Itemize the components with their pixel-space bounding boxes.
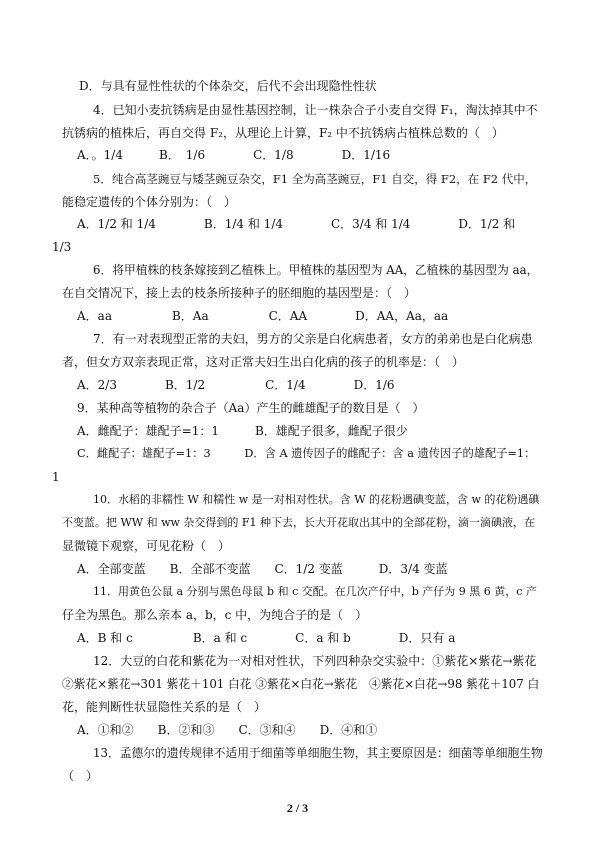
question-line: （ ）: [62, 769, 99, 783]
page-number: 2 / 3: [286, 801, 309, 815]
question-line: 不变蓝。把 WW 和 ww 杂交得到的 F1 种下去，长大开花取出其中的全部花粉，滴一滴碘液，在: [62, 516, 536, 529]
question-line: 5．纯合高茎豌豆与矮茎豌豆杂交，F1 全为高茎豌豆，F1 自交，得 F2，在 F2 代中，: [93, 172, 537, 186]
question-line: 仔全为黑色。那么亲本 a，b，c 中，为纯合子的是（ ）: [62, 608, 368, 622]
option-line: A．①和② B．②和③ C．③和④ D．④和①: [77, 723, 378, 737]
question-line: 花，能判断性状显隐性关系的是（ ）: [62, 700, 267, 714]
question-line: 12．大豆的白花和紫花为一对相对性状，下列四种杂交实验中：①紫花×紫花→紫花: [93, 654, 537, 668]
option-line: 1/3: [52, 240, 72, 254]
question-line: ②紫花×紫花→301 紫花＋101 白花 ③紫花×白花→紫花 ④紫花×白花→98 紫花＋107 白: [62, 677, 540, 691]
question-line: 者，但女方双亲表现正常，这对正常夫妇生出白化病的孩子的机率是：（ ）: [62, 355, 465, 369]
question-line: 显微镜下观察，可见花粉（ ）: [62, 539, 231, 553]
question-line: 10．水稻的非糯性 W 和糯性 w 是一对相对性状。含 W 的花粉遇碘变蓝，含 w 的花粉遇碘: [93, 493, 540, 506]
option-line: A．aa B．Aa C．AA D．AA，Aa，aa: [77, 309, 449, 323]
question-line: 4．已知小麦抗锈病是由显性基因控制，让一株杂合子小麦自交得 F₁，淘汰掉其中不: [93, 103, 538, 117]
question-line: 13．孟德尔的遗传规律不适用于细菌等单细胞生物，其主要原因是：细菌等单细胞生物: [93, 746, 543, 760]
question-line: 9．某种高等植物的杂合子（Aa）产生的雌雄配子的数目是（ ）: [77, 401, 425, 415]
question-line: 7．有一对表现型正常的夫妇，男方的父亲是白化病患者，女方的弟弟也是白化病患: [93, 332, 533, 346]
option-line: 1: [52, 470, 60, 484]
option-line: A．1/2 和 1/4 B．1/4 和 1/4 C．3/4 和 1/4 D．1/2 和: [77, 217, 516, 231]
option-line: A．B 和 c B．a 和 c C．a 和 b D．只有 a: [77, 631, 456, 645]
option-line: D．与具有显性性状的个体杂交，后代不会出现隐性性状: [79, 79, 377, 93]
question-line: 6．将甲植株的枝条嫁接到乙植株上。甲植株的基因型为 AA，乙植株的基因型为 aa，: [93, 263, 539, 277]
option-line: A．全部变蓝 B．全部不变蓝 C．1/2 变蓝 D．3/4 变蓝: [77, 562, 448, 576]
option-line: A．雌配子：雄配子=1：1 B．雄配子很多，雌配子很少: [77, 424, 408, 438]
option-line: A．2/3 B．1/2 C．1/4 D．1/6: [77, 378, 395, 392]
question-line: 11．用黄色公鼠 a 分别与黑色母鼠 b 和 c 交配。在几次产仔中，b 产仔为 9 黑 6 黄，c 产: [93, 585, 537, 598]
question-line: 能稳定遗传的个体分别为：（ ）: [62, 195, 237, 209]
question-line: 抗锈病的植株后，再自交得 F₂，从理论上计算，F₂ 中不抗锈病占植株总数的（ ）: [62, 126, 504, 140]
option-line: A．。1/4 B． 1/6 C．1/8 D．1/16: [77, 148, 391, 162]
option-line: C．雌配子：雄配子=1：3 D．含 A 遗传因子的雌配子：含 a 遗传因子的雄配子=1：: [77, 447, 536, 460]
question-line: 在自交情况下，接上去的枝条所接种子的胚细胞的基因型是：（ ）: [62, 286, 417, 300]
